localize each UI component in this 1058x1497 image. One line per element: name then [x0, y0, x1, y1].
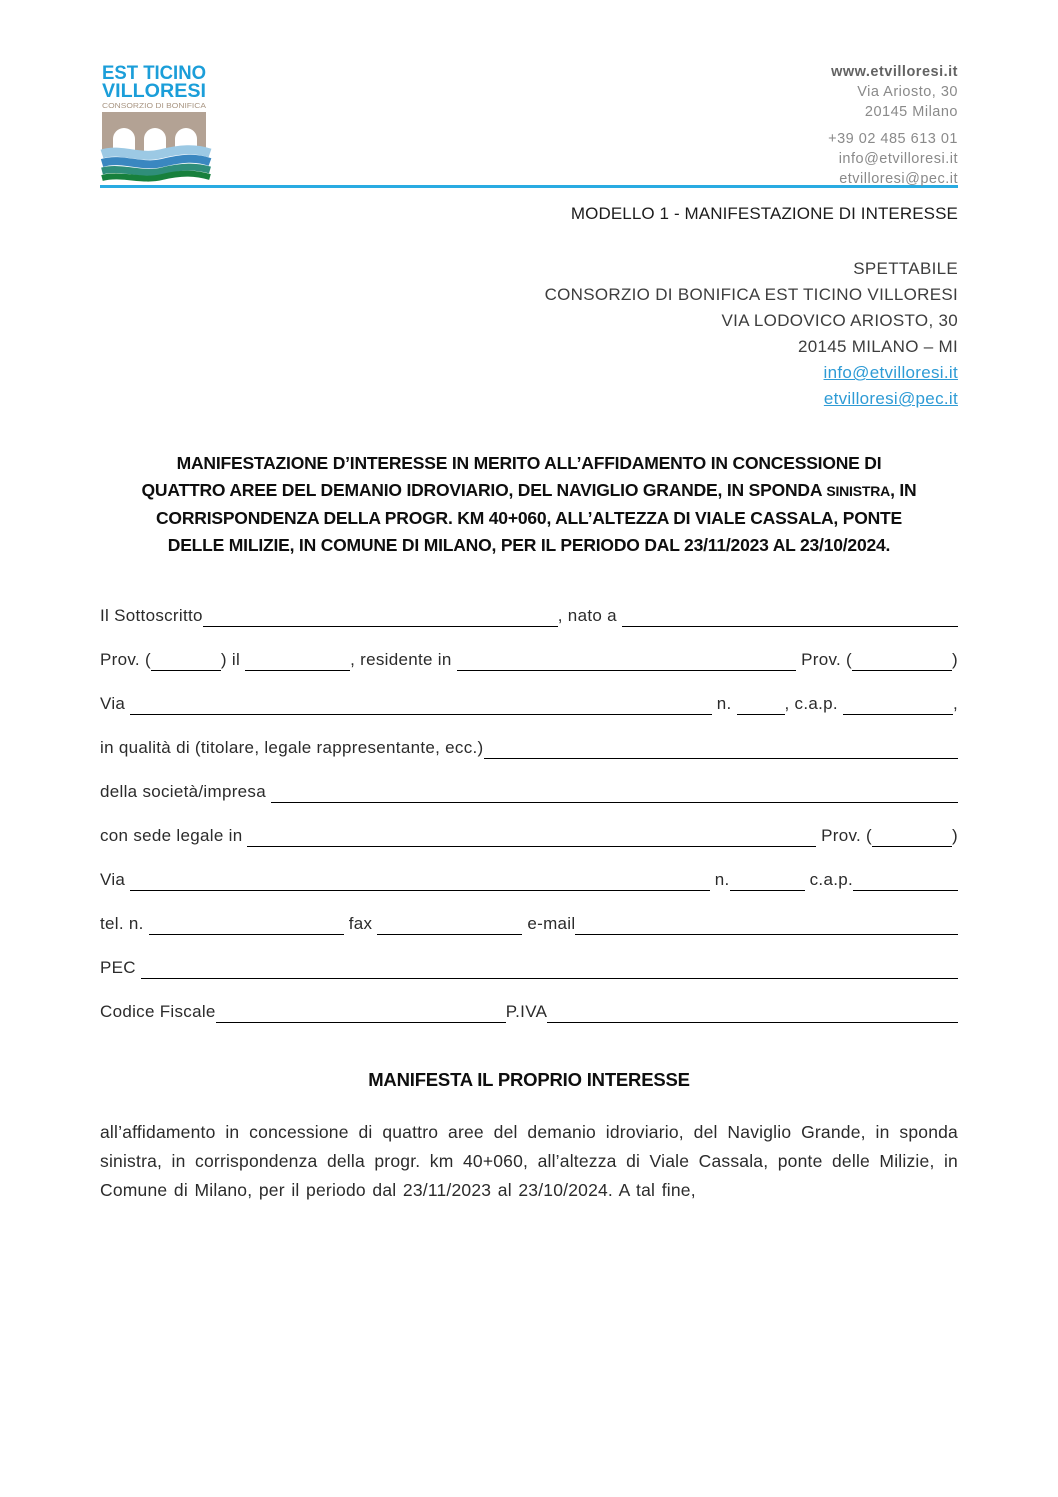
form-label: , residente in	[350, 650, 457, 669]
recipient-line: 20145 MILANO – MI	[797, 337, 958, 356]
blank-line	[130, 713, 712, 715]
form-line	[100, 847, 958, 891]
recipient-email-link[interactable]: info@etvilloresi.it	[823, 363, 958, 382]
form-label: della società/impresa	[100, 782, 272, 801]
blank-line	[130, 889, 710, 891]
contact-email: info@etvilloresi.it	[838, 151, 958, 167]
recipient-pec-link[interactable]: etvilloresi@pec.it	[823, 389, 958, 408]
recipient-block	[100, 256, 958, 412]
blank-line	[730, 889, 805, 891]
subject-text: MANIFESTAZIONE D’INTERESSE IN MERITO ALL’AFFIDAMENTO IN CONCESSIONE DI QUATTRO AREE DEL DEMANIO IDROVIARIO, DEL NAVIGLIO GRANDE, IN SPONDA	[141, 453, 882, 500]
form-label: ,	[952, 694, 958, 713]
form-line	[100, 583, 958, 627]
blank-line	[151, 669, 221, 671]
manifesto-heading: MANIFESTA IL PROPRIO INTERESSE	[368, 1069, 690, 1090]
form-label: , c.a.p.	[784, 694, 843, 713]
logo-subtitle: CONSORZIO DI BONIFICA	[102, 101, 206, 110]
form-label: P.IVA	[505, 1002, 548, 1021]
blank-line	[149, 933, 344, 935]
form-label: Prov. (	[100, 650, 151, 669]
contact-website: www.etvilloresi.it	[831, 64, 958, 80]
form-label: tel. n.	[100, 914, 149, 933]
bridge-waves-icon	[100, 62, 212, 182]
form-line	[100, 671, 958, 715]
form-label: Via	[100, 870, 131, 889]
logo-title-line2: VILLORESI	[102, 81, 206, 102]
subject-text: , IN CORRISPONDENZA DELLA PROGR. KM 40+060, ALL’ALTEZZA DI VIALE CASSALA, PONTE DELLE MILIZIE, IN COMUNE DI MILANO, PER IL PERIODO DAL 23/11/2023 AL 23/10/2024.	[155, 480, 917, 555]
form-label: n.	[711, 694, 737, 713]
form-label: Via	[100, 694, 131, 713]
form-label: c.a.p.	[804, 870, 853, 889]
waves-icon	[102, 150, 210, 179]
blank-line	[547, 1021, 958, 1023]
form-line	[100, 891, 958, 935]
form-label: PEC	[100, 958, 141, 977]
blank-line	[271, 801, 958, 803]
form-line	[100, 803, 958, 847]
logo	[100, 62, 212, 187]
doc-title: MODELLO 1 - MANIFESTAZIONE DI INTERESSE	[570, 204, 958, 223]
form-label: Codice Fiscale	[100, 1002, 216, 1021]
blank-line	[245, 669, 350, 671]
contact-pec: etvilloresi@pec.it	[839, 171, 958, 187]
blank-line	[843, 713, 953, 715]
contact-address-line2: 20145 Milano	[864, 104, 958, 120]
form-line	[100, 935, 958, 979]
blank-line	[216, 1021, 506, 1023]
subject-text: SINISTRA	[826, 483, 891, 499]
contact-address-line1: Via Ariosto, 30	[857, 84, 958, 100]
form-label: Prov. (	[816, 826, 873, 845]
logo-title-line1: EST TICINO	[102, 63, 206, 84]
recipient-line: CONSORZIO DI BONIFICA EST TICINO VILLORESI	[544, 285, 958, 304]
form-label: )	[952, 826, 958, 845]
blank-line	[737, 713, 785, 715]
form-label: n.	[709, 870, 730, 889]
form-line	[100, 627, 958, 671]
recipient-line: SPETTABILE	[853, 259, 958, 278]
form-label: , nato a	[557, 606, 622, 625]
blank-line	[203, 625, 558, 627]
recipient-line: VIA LODOVICO ARIOSTO, 30	[721, 311, 958, 330]
form-label: con sede legale in	[100, 826, 248, 845]
form-label: )	[952, 650, 958, 669]
blank-line	[484, 757, 959, 759]
header	[100, 62, 958, 187]
subject-heading	[139, 450, 919, 559]
form-line	[100, 715, 958, 759]
blank-line	[377, 933, 522, 935]
form-section	[100, 583, 958, 1023]
closing-paragraph: all’affidamento in concessione di quattro aree del demanio idroviario, del Naviglio Grande, in sponda sinistra, in corrispondenza della progr. km 40+060, all’altezza di Viale Cassala, ponte delle Milizie, in Comune di Milano, per il periodo dal 23/11/2023 al 23/10/2024. A tal fine,	[100, 1122, 958, 1200]
form-label: in qualità di (titolare, legale rappresentante, ecc.)	[100, 738, 484, 757]
form-label: fax	[343, 914, 378, 933]
form-line	[100, 979, 958, 1023]
blank-line	[457, 669, 796, 671]
blank-line	[247, 845, 816, 847]
form-label: ) il	[220, 650, 246, 669]
contact-block	[828, 62, 958, 189]
form-line	[100, 759, 958, 803]
blank-line	[622, 625, 958, 627]
contact-phone: +39 02 485 613 01	[828, 131, 958, 147]
blank-line	[853, 889, 958, 891]
form-label: e-mail	[522, 914, 576, 933]
form-label: Il Sottoscritto	[100, 606, 203, 625]
blank-line	[852, 669, 952, 671]
form-label: Prov. (	[796, 650, 853, 669]
blank-line	[872, 845, 952, 847]
blank-line	[575, 933, 958, 935]
blank-line	[141, 977, 958, 979]
